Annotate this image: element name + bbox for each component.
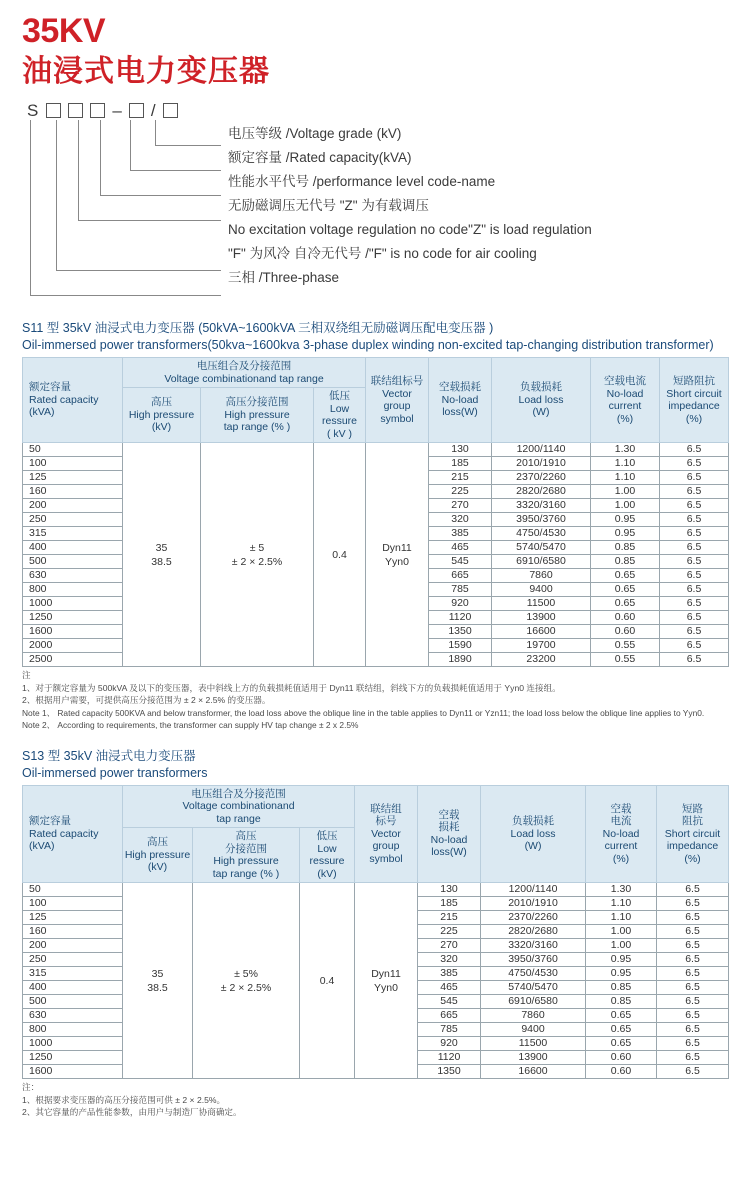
cell-noload-current: 0.60 [591,625,660,639]
code-letter-s: S [27,101,39,120]
cell-noload-current: 0.95 [586,967,657,981]
table1-note-en-1: Note 1、 Rated capacity 500KVA and below transformer, the load loss above the oblique line in the table applies to Dyn11 or Yzn11; the load loss below the oblique line applies to Yyn0. [22,707,705,718]
code-box-1 [46,103,61,118]
cell-load-loss: 6910/6580 [492,555,591,569]
th-load-loss: 负载损耗 Load loss (W) [492,358,591,443]
leader-line-voltage-grade-v [155,120,156,145]
cell-short-circuit-impedance: 6.5 [657,1037,729,1051]
cell-short-circuit-impedance: 6.5 [660,485,729,499]
legend-item-three-phase: 三相 /Three-phase [228,270,340,285]
cell-hv-tap-range: ± 5% ± 2 × 2.5% [193,883,300,1079]
cell-short-circuit-impedance: 6.5 [657,953,729,967]
cell-load-loss: 2820/2680 [492,485,591,499]
leader-line-cooling-v [56,120,57,270]
cell-rated-capacity: 2000 [23,639,123,653]
table2-caption-cn: S13 型 35kV 油浸式电力变压器 [22,748,196,763]
cell-noload-loss: 215 [429,471,492,485]
table1-caption [0,320,750,357]
cell-noload-current: 0.95 [591,527,660,541]
table1-note-cn-2: 2、根据用户需要，可提供高压分接范围为 ± 2 × 2.5% 的变压器。 [22,695,271,705]
cell-load-loss: 2370/2260 [492,471,591,485]
table1-body [23,443,729,667]
legend-item-rated-capacity: 额定容量 /Rated capacity(kVA) [228,150,412,165]
cell-rated-capacity: 100 [23,897,123,911]
cell-noload-loss: 920 [429,597,492,611]
code-dash: – [112,101,122,120]
cell-rated-capacity: 200 [23,939,123,953]
model-designation-diagram [0,100,750,320]
leader-line-rated-capacity-v [130,120,131,170]
leader-line-excitation-v [78,120,79,220]
th-noload-current: 空载电流 No-load current (%) [591,358,660,443]
table1-note-label: 注 [22,670,31,680]
cell-noload-current: 0.65 [586,1023,657,1037]
cell-short-circuit-impedance: 6.5 [660,471,729,485]
cell-noload-current: 1.00 [591,485,660,499]
cell-load-loss: 13900 [492,611,591,625]
cell-rated-capacity: 400 [23,981,123,995]
cell-rated-capacity: 250 [23,953,123,967]
cell-rated-capacity: 315 [23,967,123,981]
th-vector-group: 联结组 标号 Vector group symbol [355,785,418,883]
cell-rated-capacity: 100 [23,457,123,471]
cell-load-loss: 7860 [492,569,591,583]
cell-noload-current: 0.65 [586,1009,657,1023]
table2-wrapper [0,785,750,1080]
cell-load-loss: 3950/3760 [492,513,591,527]
cell-rated-capacity: 1250 [23,1051,123,1065]
cell-short-circuit-impedance: 6.5 [657,1051,729,1065]
leader-line-voltage-grade-h [155,145,221,146]
cell-noload-loss: 320 [429,513,492,527]
cell-short-circuit-impedance: 6.5 [657,883,729,897]
th-voltage-combination: 电压组合及分接范围 Voltage combinationand tap range [123,785,355,828]
cell-short-circuit-impedance: 6.5 [660,457,729,471]
cell-noload-current: 0.85 [586,995,657,1009]
cell-low-pressure: 0.4 [300,883,355,1079]
cell-load-loss: 16600 [492,625,591,639]
table1-notes [0,667,750,732]
leader-line-performance-v [100,120,101,195]
cell-rated-capacity: 160 [23,925,123,939]
cell-short-circuit-impedance: 6.5 [657,925,729,939]
th-low-pressure: 低压 Low ressure ( kV ) [314,388,366,443]
cell-noload-loss: 130 [418,883,481,897]
table1-header-row-1 [23,358,729,388]
cell-short-circuit-impedance: 6.5 [660,583,729,597]
table-s13 [22,785,729,1080]
cell-short-circuit-impedance: 6.5 [660,611,729,625]
cell-short-circuit-impedance: 6.5 [657,967,729,981]
cell-load-loss: 9400 [481,1023,586,1037]
cell-load-loss: 5740/5470 [481,981,586,995]
cell-noload-current: 0.65 [586,1037,657,1051]
cell-load-loss: 19700 [492,639,591,653]
th-low-pressure: 低压 Low ressure (kV) [300,828,355,883]
cell-noload-current: 0.60 [586,1065,657,1079]
cell-short-circuit-impedance: 6.5 [657,1009,729,1023]
cell-noload-current: 1.00 [586,925,657,939]
code-box-2 [68,103,83,118]
legend-item-no-excitation-cn: 无励磁调压无代号 "Z" 为有载调压 [228,198,429,213]
cell-load-loss: 16600 [481,1065,586,1079]
code-box-3 [90,103,105,118]
cell-noload-loss: 385 [418,967,481,981]
leader-line-three-phase-h [30,295,221,296]
cell-load-loss: 2820/2680 [481,925,586,939]
cell-noload-loss: 185 [429,457,492,471]
cell-rated-capacity: 160 [23,485,123,499]
th-high-pressure: 高压 High pressure (kV) [123,828,193,883]
cell-short-circuit-impedance: 6.5 [660,653,729,667]
table2-note-cn-1: 1、根据要求变压器的高压分接范围可供 ± 2 × 2.5%。 [22,1094,226,1105]
cell-noload-current: 0.95 [591,513,660,527]
th-vector-group: 联结组标号 Vector group symbol [366,358,429,443]
cell-noload-current: 0.85 [591,555,660,569]
cell-high-pressure: 35 38.5 [123,883,193,1079]
cell-noload-loss: 320 [418,953,481,967]
cell-short-circuit-impedance: 6.5 [660,569,729,583]
cell-load-loss: 6910/6580 [481,995,586,1009]
th-short-circuit-impedance: 短路阻抗 Short circuit impedance (%) [660,358,729,443]
cell-load-loss: 1200/1140 [492,443,591,457]
page-title: 35KV [22,12,106,50]
cell-noload-current: 0.85 [586,981,657,995]
table1-note-en-2: Note 2、 According to requirements, the transformer can supply HV tap change ± 2 x 2.5% [22,720,359,730]
leader-line-excitation-h [78,220,221,221]
th-hv-tap-range: 高压 分接范围 High pressure tap range (% ) [193,828,300,883]
page-title-block [0,0,750,92]
cell-noload-loss: 270 [418,939,481,953]
cell-short-circuit-impedance: 6.5 [657,1023,729,1037]
table2-header-row-1 [23,785,729,828]
cell-load-loss: 4750/4530 [492,527,591,541]
cell-rated-capacity: 125 [23,471,123,485]
cell-noload-loss: 1590 [429,639,492,653]
cell-load-loss: 1200/1140 [481,883,586,897]
cell-rated-capacity: 50 [23,883,123,897]
cell-load-loss: 5740/5470 [492,541,591,555]
cell-noload-loss: 1120 [429,611,492,625]
cell-load-loss: 23200 [492,653,591,667]
cell-noload-current: 0.55 [591,653,660,667]
cell-noload-loss: 130 [429,443,492,457]
legend-item-voltage-grade: 电压等级 /Voltage grade (kV) [228,126,402,141]
cell-short-circuit-impedance: 6.5 [660,555,729,569]
cell-rated-capacity: 2500 [23,653,123,667]
cell-noload-current: 0.55 [591,639,660,653]
cell-noload-loss: 215 [418,911,481,925]
th-noload-loss: 空载 损耗 No-load loss(W) [418,785,481,883]
cell-rated-capacity: 800 [23,1023,123,1037]
section-gap [0,732,750,748]
cell-load-loss: 11500 [481,1037,586,1051]
code-slash: / [150,101,156,120]
cell-vector-group: Dyn11 Yyn0 [355,883,418,1079]
code-box-5 [163,103,178,118]
cell-rated-capacity: 1600 [23,625,123,639]
cell-noload-current: 1.00 [591,499,660,513]
table2-caption [0,748,750,785]
cell-short-circuit-impedance: 6.5 [660,597,729,611]
cell-short-circuit-impedance: 6.5 [660,443,729,457]
cell-low-pressure: 0.4 [314,443,366,667]
cell-noload-loss: 545 [418,995,481,1009]
cell-noload-loss: 465 [429,541,492,555]
table2-notes [0,1079,750,1119]
cell-short-circuit-impedance: 6.5 [660,499,729,513]
cell-noload-current: 1.10 [591,471,660,485]
table1-caption-cn: S11 型 35kV 油浸式电力变压器 (50kVA~1600kVA 三相双绕组无励磁调压配电变压器 ) [22,321,494,335]
cell-short-circuit-impedance: 6.5 [660,541,729,555]
cell-load-loss: 9400 [492,583,591,597]
table-row [23,443,729,457]
cell-rated-capacity: 630 [23,1009,123,1023]
cell-noload-loss: 270 [429,499,492,513]
cell-load-loss: 11500 [492,597,591,611]
cell-rated-capacity: 200 [23,499,123,513]
cell-noload-current: 0.65 [591,583,660,597]
cell-short-circuit-impedance: 6.5 [657,897,729,911]
leader-line-three-phase-v [30,120,31,295]
cell-rated-capacity: 1600 [23,1065,123,1079]
cell-load-loss: 3950/3760 [481,953,586,967]
cell-short-circuit-impedance: 6.5 [657,939,729,953]
table1-caption-en: Oil-immersed power transformers(50kva~1600kva 3-phase duplex winding non-excited tap-changing distribution transformer) [22,338,714,352]
cell-load-loss: 3320/3160 [481,939,586,953]
cell-noload-current: 1.30 [586,883,657,897]
table-s11 [22,357,729,667]
th-high-pressure: 高压 High pressure (kV) [123,388,201,443]
leader-line-performance-h [100,195,221,196]
cell-noload-loss: 665 [429,569,492,583]
th-voltage-combination: 电压组合及分接范围 Voltage combinationand tap range [123,358,366,388]
cell-noload-loss: 225 [429,485,492,499]
cell-short-circuit-impedance: 6.5 [660,527,729,541]
cell-noload-loss: 1350 [418,1065,481,1079]
th-noload-loss: 空载损耗 No-load loss(W) [429,358,492,443]
cell-load-loss: 2010/1910 [481,897,586,911]
cell-rated-capacity: 50 [23,443,123,457]
table2-caption-en: Oil-immersed power transformers [22,765,208,780]
cell-short-circuit-impedance: 6.5 [660,513,729,527]
cell-noload-current: 0.85 [591,541,660,555]
cell-noload-loss: 185 [418,897,481,911]
code-box-4 [129,103,144,118]
cell-load-loss: 13900 [481,1051,586,1065]
cell-rated-capacity: 800 [23,583,123,597]
cell-noload-loss: 1120 [418,1051,481,1065]
cell-load-loss: 4750/4530 [481,967,586,981]
cell-noload-loss: 465 [418,981,481,995]
cell-high-pressure: 35 38.5 [123,443,201,667]
table2-note-label: 注： [22,1082,40,1092]
th-rated-capacity: 额定容量 Rated capacity (kVA) [23,358,123,443]
th-hv-tap-range: 高压分接范围 High pressure tap range (% ) [201,388,314,443]
leader-line-rated-capacity-h [130,170,221,171]
cell-noload-current: 0.95 [586,953,657,967]
cell-rated-capacity: 315 [23,527,123,541]
cell-short-circuit-impedance: 6.5 [657,981,729,995]
th-noload-current: 空载 电流 No-load current (%) [586,785,657,883]
cell-noload-current: 1.00 [586,939,657,953]
cell-noload-loss: 1350 [429,625,492,639]
cell-short-circuit-impedance: 6.5 [657,995,729,1009]
cell-short-circuit-impedance: 6.5 [657,1065,729,1079]
page-subtitle: 油浸式电力变压器 [22,55,270,88]
cell-noload-loss: 785 [429,583,492,597]
cell-noload-loss: 785 [418,1023,481,1037]
cell-rated-capacity: 125 [23,911,123,925]
cell-hv-tap-range: ± 5 ± 2 × 2.5% [201,443,314,667]
model-code-row [26,102,178,119]
legend-item-no-excitation-en: No excitation voltage regulation no code"Z" is load regulation [228,222,592,237]
cell-load-loss: 2010/1910 [492,457,591,471]
cell-load-loss: 3320/3160 [492,499,591,513]
model-code-legend [228,122,592,290]
cell-rated-capacity: 1000 [23,597,123,611]
cell-noload-loss: 1890 [429,653,492,667]
cell-rated-capacity: 500 [23,995,123,1009]
cell-noload-current: 0.65 [591,569,660,583]
cell-noload-current: 1.10 [586,911,657,925]
cell-noload-current: 0.60 [586,1051,657,1065]
cell-noload-loss: 225 [418,925,481,939]
table-row [23,883,729,897]
cell-load-loss: 2370/2260 [481,911,586,925]
cell-short-circuit-impedance: 6.5 [657,911,729,925]
cell-noload-current: 0.60 [591,611,660,625]
legend-item-performance-level: 性能水平代号 /performance level code-name [228,174,496,189]
table1-note-cn-1: 1、对于额定容量为 500kVA 及以下的变压器，表中斜线上方的负载损耗值适用于 Dyn11 联结组，斜线下方的负载损耗值适用于 Yyn0 连接组。 [22,682,561,693]
th-short-circuit-impedance: 短路 阻抗 Short circuit impedance (%) [657,785,729,883]
th-rated-capacity: 额定容量 Rated capacity (kVA) [23,785,123,883]
leader-line-cooling-h [56,270,221,271]
cell-noload-loss: 920 [418,1037,481,1051]
legend-item-air-cooling: "F" 为风冷 自冷无代号 /"F" is no code for air cooling [228,246,537,261]
cell-rated-capacity: 1000 [23,1037,123,1051]
cell-short-circuit-impedance: 6.5 [660,625,729,639]
cell-vector-group: Dyn11 Yyn0 [366,443,429,667]
cell-noload-current: 1.10 [586,897,657,911]
cell-short-circuit-impedance: 6.5 [660,639,729,653]
cell-noload-loss: 545 [429,555,492,569]
th-load-loss: 负载损耗 Load loss (W) [481,785,586,883]
cell-load-loss: 7860 [481,1009,586,1023]
table2-note-cn-2: 2、其它容量的产品性能参数，由用户与制造厂协商确定。 [22,1107,242,1117]
cell-rated-capacity: 250 [23,513,123,527]
cell-rated-capacity: 500 [23,555,123,569]
cell-rated-capacity: 630 [23,569,123,583]
cell-noload-loss: 665 [418,1009,481,1023]
cell-rated-capacity: 1250 [23,611,123,625]
table1-wrapper [0,357,750,667]
cell-noload-current: 1.30 [591,443,660,457]
table2-body [23,883,729,1079]
cell-rated-capacity: 400 [23,541,123,555]
cell-noload-current: 0.65 [591,597,660,611]
cell-noload-current: 1.10 [591,457,660,471]
cell-noload-loss: 385 [429,527,492,541]
